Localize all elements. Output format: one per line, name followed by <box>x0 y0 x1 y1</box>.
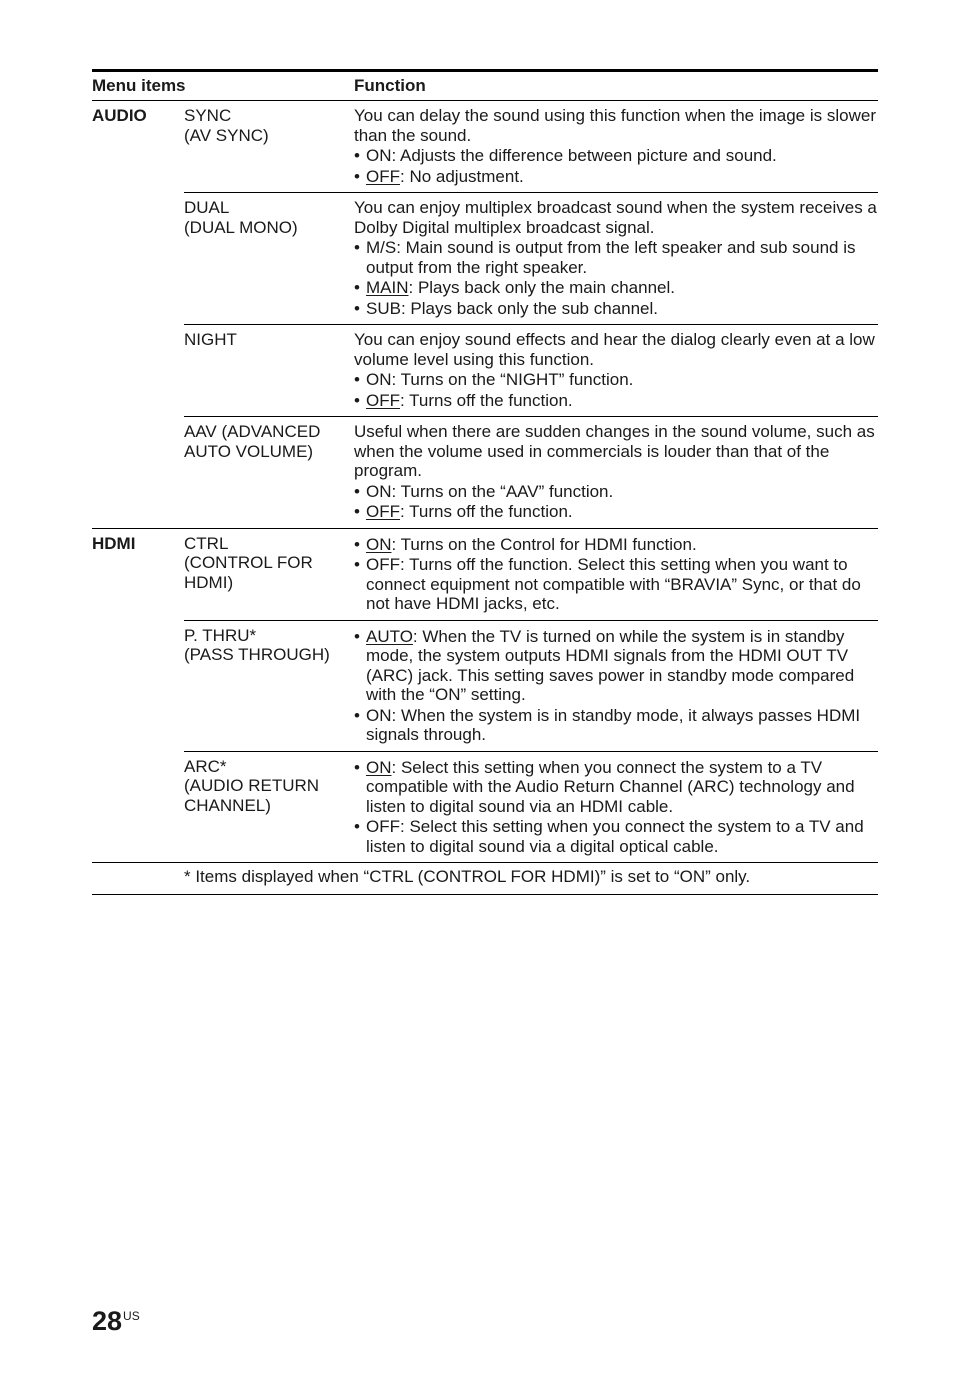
option-item <box>354 758 878 817</box>
menu-item-label: ARC* <box>184 756 227 776</box>
option-item <box>354 391 878 411</box>
option-label: OFF <box>366 817 400 836</box>
option-list <box>354 238 878 318</box>
section-label: HDMI <box>92 533 136 553</box>
option-label: ON <box>366 146 392 165</box>
option-list <box>354 146 878 186</box>
option-item <box>354 627 878 705</box>
function-cell <box>354 193 878 325</box>
option-list <box>354 758 878 857</box>
function-cell <box>354 620 878 751</box>
menu-item-label: (AV SYNC) <box>184 125 269 145</box>
option-label: ON <box>366 705 392 725</box>
menu-item-label: AAV (ADVANCED <box>184 422 321 441</box>
option-text: : Turns off the function. <box>400 390 573 410</box>
table-row <box>92 528 878 620</box>
function-description: You can enjoy sound effects and hear the dialog clearly even at a low volume level using this function. <box>354 330 875 369</box>
table-row <box>92 325 878 417</box>
option-item <box>354 502 878 522</box>
table-row <box>92 620 878 751</box>
option-text: : Select this setting when you connect the system to a TV compatible with the Audio Return Channel (ARC) technology and listen to digital sound via an HDMI cable. <box>366 757 855 816</box>
option-label: OFF <box>366 555 400 574</box>
menu-item-label: CTRL <box>184 533 229 553</box>
option-item <box>354 146 878 166</box>
table-row <box>92 193 878 325</box>
menu-item-label: HDMI) <box>184 572 234 592</box>
option-text: : Turns off the function. <box>400 502 573 521</box>
menu-item-label: SYNC <box>184 106 232 125</box>
option-label: OFF <box>366 390 400 410</box>
option-text: : Plays back only the sub channel. <box>400 298 659 318</box>
option-item <box>354 555 878 614</box>
menu-item-cell <box>184 193 354 325</box>
option-label: ON <box>366 757 392 777</box>
option-list <box>354 535 878 614</box>
header-function: Function <box>354 71 878 101</box>
menu-item-label: (AUDIO RETURN <box>184 776 320 795</box>
option-label: AUTO <box>366 626 413 646</box>
document-page <box>92 69 878 895</box>
header-menu-items: Menu items <box>92 71 354 101</box>
page-number: $28^{US}$ <box>92 1306 140 1336</box>
menu-item-label: DUAL <box>184 198 230 217</box>
option-text: : Plays back only the main channel. <box>408 278 675 297</box>
option-text: : Adjusts the difference between picture and sound. <box>391 146 777 165</box>
menu-item-label: (PASS THROUGH) <box>184 645 330 664</box>
function-cell <box>354 528 878 620</box>
settings-table <box>92 69 878 895</box>
menu-item-label: P. THRU* <box>184 625 257 645</box>
table-row <box>92 417 878 529</box>
menu-item-label: CHANNEL) <box>184 795 271 815</box>
option-text: : No adjustment. <box>400 166 524 186</box>
option-label: MAIN <box>366 278 409 297</box>
option-label: ON <box>366 370 392 389</box>
function-description: You can delay the sound using this function when the image is slower than the sound. <box>354 106 876 145</box>
menu-item-cell <box>184 620 354 751</box>
option-item <box>354 167 878 187</box>
option-text: : Turns on the Control for HDMI function. <box>391 534 697 554</box>
option-label: OFF <box>366 502 400 521</box>
function-description: You can enjoy multiplex broadcast sound when the system receives a Dolby Digital multiplex broadcast signal. <box>354 198 877 237</box>
option-item <box>354 299 878 319</box>
option-label: SUB <box>366 298 401 318</box>
option-label: M/S <box>366 238 397 257</box>
option-text: : Turns off the function. Select this setting when you want to connect equipment not compatible with “BRAVIA” Sync, or that do not have HDMI jacks, etc. <box>366 555 861 613</box>
function-cell <box>354 751 878 863</box>
option-text: : When the system is in standby mode, it always passes HDMI signals through. <box>366 705 861 744</box>
option-list <box>354 482 878 522</box>
option-item <box>354 278 878 298</box>
option-list <box>354 370 878 410</box>
section-label: AUDIO <box>92 106 147 125</box>
menu-item-cell <box>184 751 354 863</box>
option-list <box>354 627 878 745</box>
footnote-row <box>92 863 878 895</box>
table-row <box>92 751 878 863</box>
menu-item-cell <box>184 101 354 193</box>
function-cell <box>354 417 878 529</box>
option-text: : When the TV is turned on while the system is in standby mode, the system outputs HDMI signals from the HDMI OUT TV (ARC) jack. This setting saves power in standby mode compared with the “ON” setting. <box>366 626 855 704</box>
function-cell <box>354 101 878 193</box>
menu-item-cell <box>184 528 354 620</box>
table-header-row <box>92 71 878 101</box>
option-text: : Main sound is output from the left speaker and sub sound is output from the right speaker. <box>366 238 856 277</box>
option-item <box>354 370 878 390</box>
option-label: ON <box>366 481 392 501</box>
option-text: : Turns on the “NIGHT” function. <box>391 370 634 389</box>
option-item <box>354 706 878 745</box>
function-description: Useful when there are sudden changes in the sound volume, such as when the volume used in commercials is louder than that of the program. <box>354 422 875 480</box>
menu-item-label: (DUAL MONO) <box>184 217 298 237</box>
menu-item-label: AUTO VOLUME) <box>184 441 314 461</box>
function-cell <box>354 325 878 417</box>
option-label: OFF <box>366 166 400 186</box>
option-text: : Select this setting when you connect the system to a TV and listen to digital sound via a digital optical cable. <box>366 817 864 856</box>
option-item <box>354 482 878 502</box>
page-number-suffix: US <box>123 1309 140 1323</box>
option-item <box>354 238 878 277</box>
menu-item-cell <box>184 417 354 529</box>
option-item <box>354 817 878 856</box>
option-label: ON <box>366 534 392 554</box>
option-item <box>354 535 878 555</box>
menu-item-cell <box>184 325 354 417</box>
table-body <box>92 101 878 895</box>
option-text: : Turns on the “AAV” function. <box>391 481 614 501</box>
table-row <box>92 101 878 193</box>
footnote: * Items displayed when “CTRL (CONTROL FOR HDMI)” is set to “ON” only. <box>184 867 751 886</box>
menu-item-label: (CONTROL FOR <box>184 553 313 572</box>
menu-item-label: NIGHT <box>184 330 237 349</box>
